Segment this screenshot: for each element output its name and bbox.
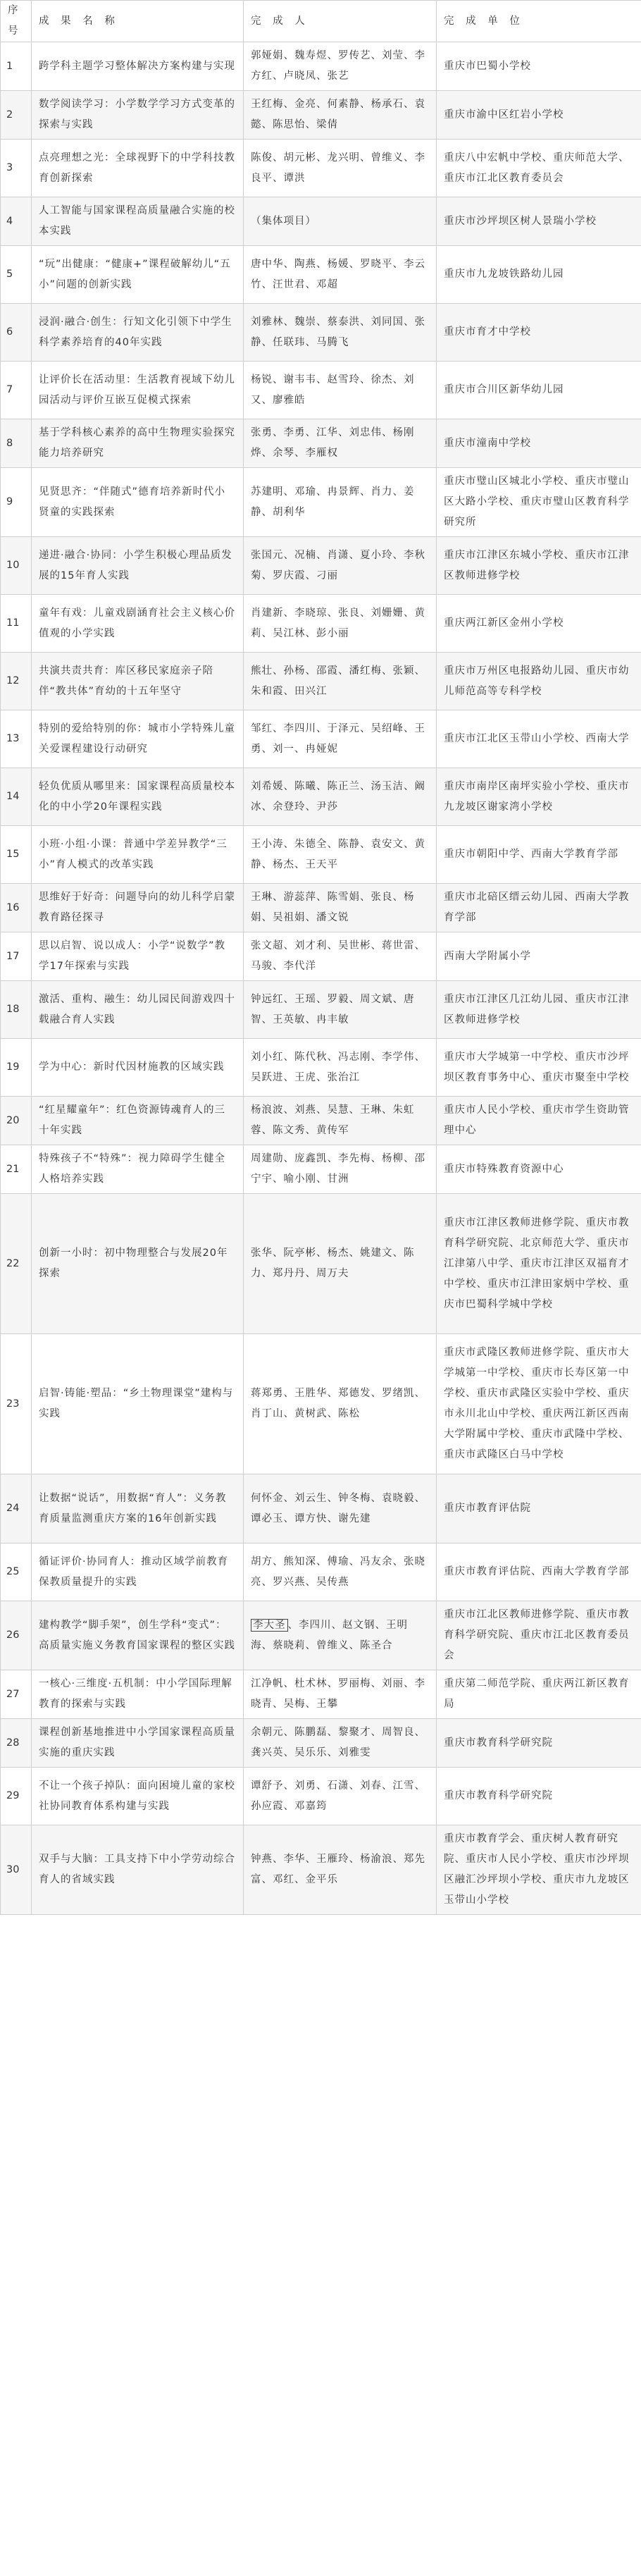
- header-units: 完 成 单 位: [437, 1, 641, 42]
- table-row: [1, 932, 641, 981]
- row-authors: 刘希媛、陈曦、陈正兰、汤玉洁、阚冰、余登玲、尹莎: [244, 768, 437, 826]
- row-units: 重庆市特殊教育资源中心: [437, 1145, 641, 1194]
- row-index: 20: [1, 1097, 32, 1145]
- table-row: [1, 1768, 641, 1825]
- row-authors: 肖建新、李晓琼、张良、刘姗姗、黄莉、吴江林、彭小丽: [244, 595, 437, 653]
- row-units: 重庆市朝阳中学、西南大学教育学部: [437, 826, 641, 884]
- row-authors: 刘小红、陈代秋、冯志刚、李学伟、吴跃进、王虎、张治江: [244, 1039, 437, 1097]
- table-row: [1, 826, 641, 884]
- row-units: 重庆市南岸区南坪实验小学校、重庆市九龙坡区谢家湾小学校: [437, 768, 641, 826]
- row-authors: 余朝元、陈鹏磊、黎聚才、周智良、龚兴英、吴乐乐、刘雅雯: [244, 1719, 437, 1768]
- row-authors: 江净帆、杜术林、罗丽梅、刘丽、李晓青、吴梅、王攀: [244, 1670, 437, 1719]
- row-index: 25: [1, 1543, 32, 1601]
- row-index: 3: [1, 140, 32, 197]
- table-row: [1, 595, 641, 653]
- row-authors: 何怀金、刘云生、钟冬梅、袁晓毅、谭必玉、谭方快、谢先建: [244, 1474, 437, 1543]
- header-index: 序号: [1, 1, 32, 42]
- row-index: 27: [1, 1670, 32, 1719]
- row-title: 跨学科主题学习整体解决方案构建与实现: [32, 42, 244, 91]
- row-index: 4: [1, 197, 32, 246]
- row-title: 建构教学“脚手架”，创生学科“变式”：高质量实施义务教育国家课程的整区实践: [32, 1601, 244, 1670]
- row-index: 9: [1, 468, 32, 537]
- row-authors: 张国元、况楠、肖潇、夏小玲、李秋菊、罗庆霞、刁丽: [244, 537, 437, 595]
- table-row: [1, 653, 641, 710]
- row-authors: 陈俊、胡元彬、龙兴明、曾维义、李良平、谭洪: [244, 140, 437, 197]
- row-authors: 苏建明、邓瑜、冉景辉、肖力、姜静、胡利华: [244, 468, 437, 537]
- row-units: 重庆市北碚区缙云幼儿园、西南大学教育学部: [437, 884, 641, 932]
- table-row: [1, 537, 641, 595]
- row-units: 重庆市教育评估院: [437, 1474, 641, 1543]
- table-row: [1, 91, 641, 140]
- row-authors: （集体项目）: [244, 197, 437, 246]
- row-index: 19: [1, 1039, 32, 1097]
- row-title: 见贤思齐：“伴随式”德育培养新时代小贤童的实践探索: [32, 468, 244, 537]
- row-units: 重庆市育才中学校: [437, 304, 641, 362]
- row-index: 6: [1, 304, 32, 362]
- table-row: [1, 1825, 641, 1915]
- row-units: 重庆市教育科学研究院: [437, 1768, 641, 1825]
- row-units: 重庆市璧山区城北小学校、重庆市璧山区大路小学校、重庆市璧山区教育科学研究所: [437, 468, 641, 537]
- row-units: 重庆市人民小学校、重庆市学生资助管理中心: [437, 1097, 641, 1145]
- row-title: 基于学科核心素养的高中生物理实验探究能力培养研究: [32, 419, 244, 468]
- row-index: 2: [1, 91, 32, 140]
- row-index: 22: [1, 1194, 32, 1334]
- row-units: 重庆市沙坪坝区树人景瑞小学校: [437, 197, 641, 246]
- row-title: 学为中心：新时代因材施教的区域实践: [32, 1039, 244, 1097]
- row-units: 重庆两江新区金州小学校: [437, 595, 641, 653]
- row-index: 16: [1, 884, 32, 932]
- row-units: 重庆市合川区新华幼儿园: [437, 362, 641, 419]
- highlighted-name-box: 李大圣: [251, 1619, 288, 1632]
- row-index: 17: [1, 932, 32, 981]
- row-title: 特别的爱给特别的你：城市小学特殊儿童关爱课程建设行动研究: [32, 710, 244, 768]
- row-title: 一核心·三维度·五机制：中小学国际理解教育的探索与实践: [32, 1670, 244, 1719]
- row-index: 7: [1, 362, 32, 419]
- row-index: 21: [1, 1145, 32, 1194]
- row-title: 让数据“说话”，用数据“育人”：义务教育质量监测重庆方案的16年创新实践: [32, 1474, 244, 1543]
- row-index: 28: [1, 1719, 32, 1768]
- row-units: 重庆市江津区几江幼儿园、重庆市江津区教师进修学校: [437, 981, 641, 1039]
- row-title: 双手与大脑：工具支持下中小学劳动综合育人的省域实践: [32, 1825, 244, 1915]
- row-authors: 胡方、熊知深、傅瑜、冯友余、张晓亮、罗兴燕、吴传燕: [244, 1543, 437, 1601]
- table-row: [1, 1543, 641, 1601]
- row-index: 26: [1, 1601, 32, 1670]
- row-title: “红星耀童年”：红色资源铸魂育人的三十年实践: [32, 1097, 244, 1145]
- row-title: 数学阅读学习：小学数学学习方式变革的探索与实践: [32, 91, 244, 140]
- table-row: [1, 1097, 641, 1145]
- row-index: 5: [1, 246, 32, 304]
- table-row: [1, 981, 641, 1039]
- row-title: 童年有戏：儿童戏剧涵育社会主义核心价值观的小学实践: [32, 595, 244, 653]
- row-units: 重庆八中宏帆中学校、重庆师范大学、重庆市江北区教育委员会: [437, 140, 641, 197]
- header-title: 成 果 名 称: [32, 1, 244, 42]
- row-title: 小班·小组·小课：普通中学差异教学“三小”育人模式的改革实践: [32, 826, 244, 884]
- row-index: 23: [1, 1334, 32, 1474]
- table-header-row: [1, 1, 641, 42]
- row-units: 重庆市巴蜀小学校: [437, 42, 641, 91]
- row-authors: 钟燕、李华、王雁玲、杨渝浪、郑先富、邓红、金平乐: [244, 1825, 437, 1915]
- row-title: 浸润·融合·创生：行知文化引领下中学生科学素养培育的40年实践: [32, 304, 244, 362]
- row-authors: 刘雅林、魏崇、蔡泰洪、刘同国、张静、任联玮、马腾飞: [244, 304, 437, 362]
- table-row: [1, 710, 641, 768]
- row-units: 重庆市九龙坡铁路幼儿园: [437, 246, 641, 304]
- row-authors: 唐中华、陶燕、杨媛、罗晓平、李云竹、汪世君、邓超: [244, 246, 437, 304]
- table-row: [1, 362, 641, 419]
- row-index: 30: [1, 1825, 32, 1915]
- row-index: 15: [1, 826, 32, 884]
- row-authors: 熊壮、孙杨、邵霞、潘红梅、张颖、朱和霞、田兴江: [244, 653, 437, 710]
- row-index: 13: [1, 710, 32, 768]
- row-index: 18: [1, 981, 32, 1039]
- row-authors: 杨锐、谢韦韦、赵雪玲、徐杰、刘又、廖雅皓: [244, 362, 437, 419]
- row-title: 循证评价·协同育人：推动区域学前教育保教质量提升的实践: [32, 1543, 244, 1601]
- row-units: 重庆市潼南中学校: [437, 419, 641, 468]
- table-row: [1, 140, 641, 197]
- table-row: [1, 1145, 641, 1194]
- row-units: 重庆市武隆区教师进修学院、重庆市大学城第一中学校、重庆市长寿区第一中学校、重庆市武隆区实验中学校、重庆市永川北山中学校、重庆两江新区西南大学附属中学校、重庆市武隆中学校、重庆市武隆区白马中学校: [437, 1334, 641, 1474]
- row-index: 10: [1, 537, 32, 595]
- row-index: 12: [1, 653, 32, 710]
- row-title: 启智·铸能·塑品：“乡土物理课堂”建构与实践: [32, 1334, 244, 1474]
- row-title: 递进·融合·协同：小学生积极心理品质发展的15年育人实践: [32, 537, 244, 595]
- row-units: 重庆市大学城第一中学校、重庆市沙坪坝区教育事务中心、重庆市聚奎中学校: [437, 1039, 641, 1097]
- row-units: 重庆市教育科学研究院: [437, 1719, 641, 1768]
- row-index: 24: [1, 1474, 32, 1543]
- row-authors: 张勇、李勇、江华、刘忠伟、杨刚烨、余琴、李雁权: [244, 419, 437, 468]
- table-row: [1, 1194, 641, 1334]
- row-index: 29: [1, 1768, 32, 1825]
- table-row: [1, 304, 641, 362]
- row-index: 8: [1, 419, 32, 468]
- header-authors: 完 成 人: [244, 1, 437, 42]
- row-authors: 郭娅娟、魏寿煜、罗传艺、刘莹、李方红、卢晓凤、张艺: [244, 42, 437, 91]
- row-title: 特殊孩子不“特殊”：视力障碍学生健全人格培养实践: [32, 1145, 244, 1194]
- row-units: 重庆市教育评估院、西南大学教育学部: [437, 1543, 641, 1601]
- row-units: 重庆市江津区教师进修学院、重庆市教育科学研究院、北京师范大学、重庆市江津第八中学、重庆市江津区双福育才中学校、重庆市江津田家炳中学校、重庆市巴蜀科学城中学校: [437, 1194, 641, 1334]
- row-authors: 王琳、游蕊萍、陈雪娟、张良、杨娟、吴祖娟、潘文锐: [244, 884, 437, 932]
- table-row: [1, 42, 641, 91]
- row-index: 11: [1, 595, 32, 653]
- table-row: [1, 468, 641, 537]
- table-row: [1, 1474, 641, 1543]
- row-title: 思以启智、说以成人：小学“说数学”教学17年探索与实践: [32, 932, 244, 981]
- table-row: [1, 1334, 641, 1474]
- table-row: [1, 246, 641, 304]
- row-authors: 钟远红、王瑶、罗毅、周文斌、唐智、王英敏、冉丰敏: [244, 981, 437, 1039]
- row-units: 重庆第二师范学院、重庆两江新区教育局: [437, 1670, 641, 1719]
- row-authors: 张文超、刘才利、吴世彬、蒋世雷、马骏、李代洋: [244, 932, 437, 981]
- table-row: [1, 419, 641, 468]
- row-title: 不让一个孩子掉队：面向困境儿童的家校社协同教育体系构建与实践: [32, 1768, 244, 1825]
- row-authors: 蒋郑勇、王胜华、郑德发、罗绪凯、肖丁山、黄树武、陈松: [244, 1334, 437, 1474]
- row-units: 重庆市万州区电报路幼儿园、重庆市幼儿师范高等专科学校: [437, 653, 641, 710]
- row-units: 重庆市教育学会、重庆树人教育研究院、重庆市人民小学校、重庆市沙坪坝区融汇沙坪坝小学校、重庆市九龙坡区玉带山小学校: [437, 1825, 641, 1915]
- row-title: “玩”出健康：“健康+”课程破解幼儿“五小”问题的创新实践: [32, 246, 244, 304]
- table-row: [1, 1719, 641, 1768]
- table-row: [1, 1670, 641, 1719]
- row-authors: 邹红、李四川、于泽元、吴绍峰、王勇、刘一、冉娅妮: [244, 710, 437, 768]
- row-title: 让评价长在活动里：生活教育视域下幼儿园活动与评价互嵌互促模式探索: [32, 362, 244, 419]
- table-row: [1, 1601, 641, 1670]
- row-authors: 张华、阮亭彬、杨杰、姚建文、陈力、郑丹丹、周万夫: [244, 1194, 437, 1334]
- row-authors: 王小涛、朱德全、陈静、袁安文、黄静、杨杰、王天平: [244, 826, 437, 884]
- row-title: 课程创新基地推进中小学国家课程高质量实施的重庆实践: [32, 1719, 244, 1768]
- row-title: 点亮理想之光：全球视野下的中学科技教育创新探索: [32, 140, 244, 197]
- row-authors: 杨浪波、刘燕、吴慧、王琳、朱虹蓉、陈文秀、黄传军: [244, 1097, 437, 1145]
- row-title: 创新一小时：初中物理整合与发展20年探索: [32, 1194, 244, 1334]
- row-authors: 李大圣 、李四川、赵文钢、王明海、蔡晓莉、曾维义、陈圣合: [244, 1601, 437, 1670]
- table-row: [1, 1039, 641, 1097]
- table-row: [1, 768, 641, 826]
- row-title: 思维好于好奇：问题导向的幼儿科学启蒙教育路径探寻: [32, 884, 244, 932]
- row-index: 1: [1, 42, 32, 91]
- row-authors: 谭舒予、刘勇、石潇、刘春、江雪、孙应霞、邓嘉筠: [244, 1768, 437, 1825]
- row-units: 西南大学附属小学: [437, 932, 641, 981]
- row-units: 重庆市江津区东城小学校、重庆市江津区教师进修学校: [437, 537, 641, 595]
- row-units: 重庆市江北区教师进修学院、重庆市教育科学研究院、重庆市江北区教育委员会: [437, 1601, 641, 1670]
- row-title: 轻负优质从哪里来：国家课程高质量校本化的中小学20年课程实践: [32, 768, 244, 826]
- row-units: 重庆市江北区玉带山小学校、西南大学: [437, 710, 641, 768]
- table-row: [1, 884, 641, 932]
- row-title: 激活、重构、融生：幼儿园民间游戏四十载融合育人实践: [32, 981, 244, 1039]
- row-authors: 王红梅、金亮、何素静、杨承石、袁懿、陈思怡、梁倩: [244, 91, 437, 140]
- row-index: 14: [1, 768, 32, 826]
- table-row: [1, 197, 641, 246]
- row-units: 重庆市渝中区红岩小学校: [437, 91, 641, 140]
- row-title: 共演共责共育：库区移民家庭亲子陪伴“教共体”育幼的十五年坚守: [32, 653, 244, 710]
- row-authors: 周建勋、庞鑫凯、李先梅、杨柳、邵宁宇、喻小刚、甘洲: [244, 1145, 437, 1194]
- row-title: 人工智能与国家课程高质量融合实施的校本实践: [32, 197, 244, 246]
